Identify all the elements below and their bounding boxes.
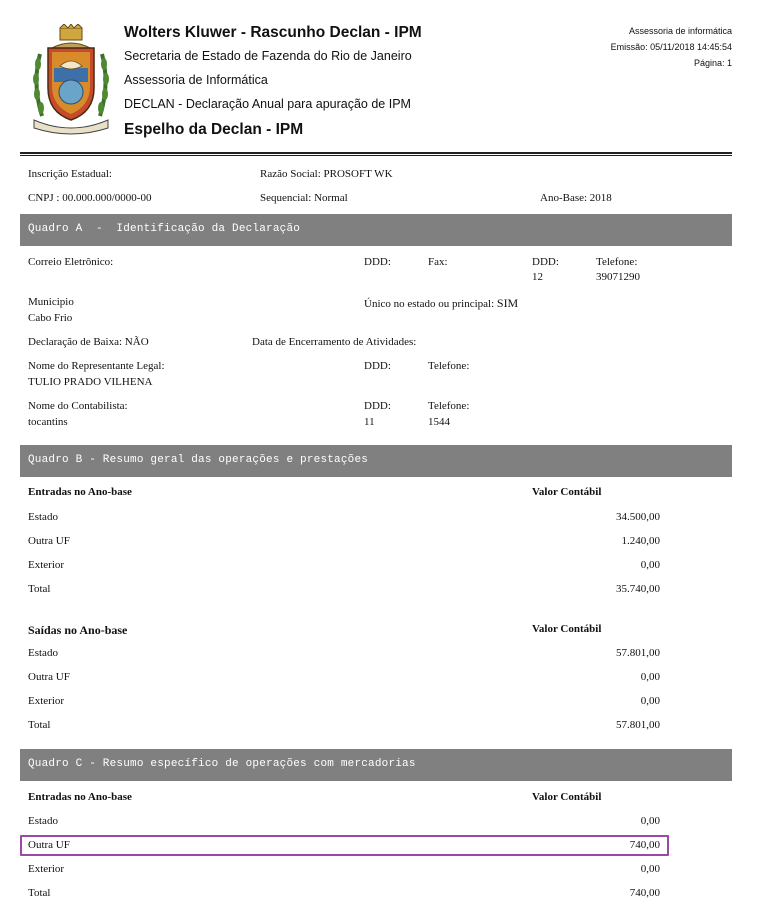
representante-value: TULIO PRADO VILHENA: [28, 376, 153, 388]
quadro-c-entrada-total-value: 740,00: [629, 887, 660, 899]
correio-eletronico-label: Correio Eletrônico:: [28, 256, 114, 268]
quadro-b-entrada-value: 0,00: [640, 559, 660, 571]
header-right-assessoria: Assessoria de informática: [628, 26, 732, 36]
representante-label: Nome do Representante Legal:: [28, 360, 165, 372]
municipio-value: Cabo Frio: [28, 312, 73, 324]
quadro-b-saidas-header: Saídas no Ano-base: [28, 623, 128, 637]
quadro-c-valor-header: Valor Contábil: [532, 791, 602, 803]
cnpj: CNPJ : 00.000.000/0000-00: [28, 192, 152, 204]
quadro-c-entrada-label: Estado: [28, 815, 58, 827]
quadro-b-header: [20, 445, 732, 477]
contabilista-value: tocantins: [28, 416, 68, 428]
inscricao-estadual: Inscrição Estadual:: [28, 168, 112, 180]
header-divider: [20, 152, 732, 156]
unico-estado-value: SIM: [496, 296, 519, 310]
contabilista-ddd-label: DDD:: [364, 400, 391, 412]
assessoria-line: Assessoria de Informática: [124, 73, 268, 87]
ano-base: Ano-Base: 2018: [540, 192, 612, 204]
ddd-value-2: 12: [532, 271, 543, 283]
contabilista-ddd-value: 11: [364, 416, 375, 428]
contabilista-telefone-label: Telefone:: [428, 400, 470, 412]
quadro-c-title: Quadro C - Resumo específico de operações com mercadorias: [28, 758, 416, 770]
sequencial: Sequencial: Normal: [260, 192, 348, 204]
quadro-b-saida-label: Outra UF: [28, 671, 70, 683]
quadro-b-saida-label: Exterior: [28, 695, 65, 707]
quadro-b-saida-value: 57.801,00: [616, 647, 660, 659]
quadro-b-valor-header: Valor Contábil: [532, 486, 602, 498]
quadro-c-entrada-label: Exterior: [28, 863, 65, 875]
unico-estado-label: Único no estado ou principal:: [364, 298, 495, 310]
quadro-b-saida-total-label: Total: [28, 719, 51, 731]
quadro-c-entrada-label: Outra UF: [28, 839, 70, 851]
quadro-c-header: [20, 749, 732, 781]
quadro-b-entrada-value: 34.500,00: [616, 511, 660, 523]
municipio-label: Municipio: [28, 296, 74, 308]
unico-estado: [364, 296, 518, 311]
representante-ddd-label: DDD:: [364, 360, 391, 372]
quadro-b-saida-total-value: 57.801,00: [616, 719, 660, 731]
report-title: Wolters Kluwer - Rascunho Declan - IPM: [124, 24, 422, 41]
quadro-a-header: [20, 214, 732, 246]
quadro-b-entrada-total-value: 35.740,00: [616, 583, 660, 595]
quadro-b-entrada-value: 1.240,00: [621, 535, 660, 547]
declan-line: DECLAN - Declaração Anual para apuração de IPM: [124, 97, 411, 111]
page-number: Página: 1: [693, 58, 732, 68]
quadro-b-entrada-label: Exterior: [28, 559, 65, 571]
quadro-b-saida-label: Estado: [28, 647, 58, 659]
coat-of-arms-logo: [30, 24, 112, 136]
razao-social: Razão Social: PROSOFT WK: [260, 168, 393, 180]
quadro-c-entrada-value: 740,00: [629, 839, 660, 851]
representante-telefone-label: Telefone:: [428, 360, 470, 372]
quadro-b-title: Quadro B - Resumo geral das operações e prestações: [28, 454, 369, 466]
quadro-b-entradas-header: Entradas no Ano-base: [28, 486, 132, 498]
emission-datetime: Emissão: 05/11/2018 14:45:54: [610, 42, 732, 52]
quadro-a-title: Quadro A - Identificação da Declaração: [28, 223, 301, 235]
quadro-b-entrada-total-label: Total: [28, 583, 51, 595]
declaracao-baixa: Declaração de Baixa: NÃO: [28, 336, 149, 348]
quadro-c-entradas-header: Entradas no Ano-base: [28, 791, 132, 803]
contabilista-label: Nome do Contabilista:: [28, 400, 128, 412]
data-encerramento-label: Data de Encerramento de Atividades:: [252, 336, 417, 348]
highlighted-row-outra-uf[interactable]: [20, 835, 669, 856]
quadro-c-entrada-value: 0,00: [640, 815, 660, 827]
coat-of-arms-icon: [30, 24, 112, 136]
contabilista-telefone-value: 1544: [428, 416, 450, 428]
quadro-c-entrada-total-label: Total: [28, 887, 51, 899]
quadro-b-entrada-label: Estado: [28, 511, 58, 523]
mirror-title: Espelho da Declan - IPM: [124, 121, 304, 138]
ddd-label: DDD:: [364, 256, 391, 268]
secretaria-line: Secretaria de Estado de Fazenda do Rio de Janeiro: [124, 49, 412, 63]
quadro-b-entrada-label: Outra UF: [28, 535, 70, 547]
quadro-b-saida-value: 0,00: [640, 671, 660, 683]
quadro-c-entrada-value: 0,00: [640, 863, 660, 875]
ddd-label-2: DDD:: [532, 256, 559, 268]
quadro-b-saida-value: 0,00: [640, 695, 660, 707]
quadro-b-valor-header-2: Valor Contábil: [532, 623, 602, 635]
telefone-label: Telefone:: [596, 256, 638, 268]
fax-label: Fax:: [428, 256, 448, 268]
telefone-value: 39071290: [596, 271, 640, 283]
